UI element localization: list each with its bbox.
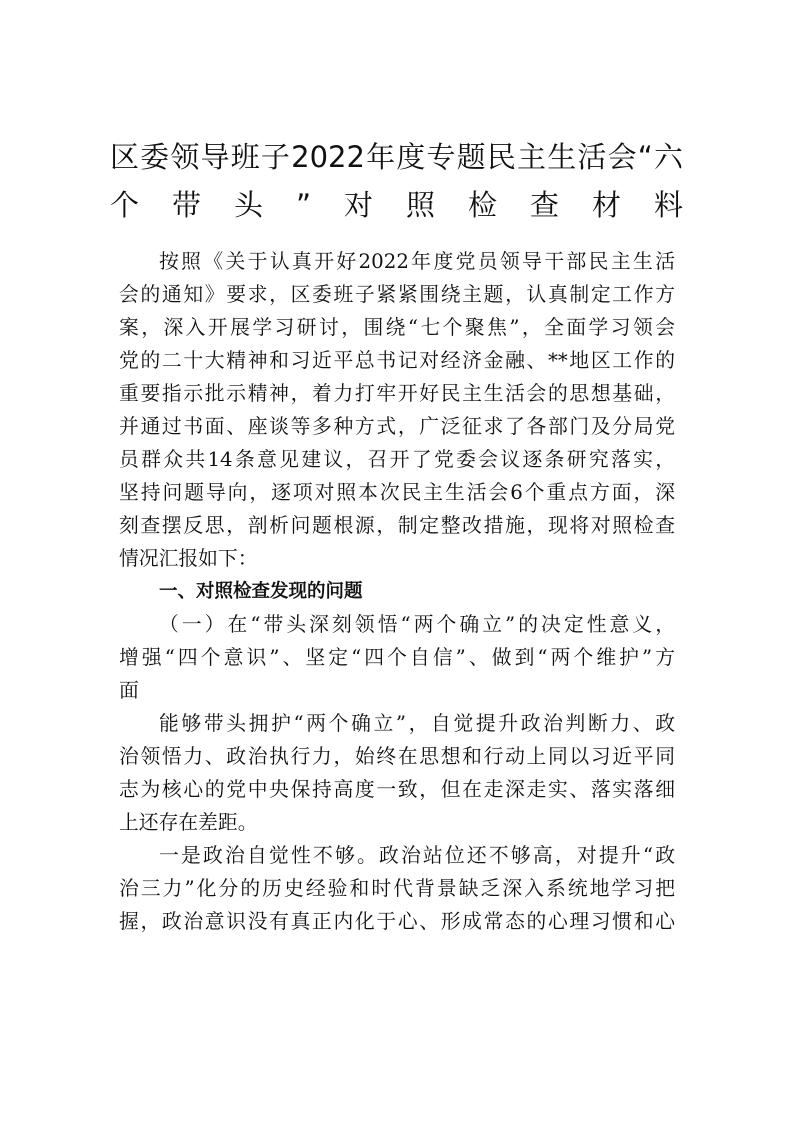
paragraph-line: 能够带头拥护“两个确立”，自觉提升政治判断力、政 (159, 712, 675, 735)
intro-paragraph (119, 245, 675, 575)
paragraph-line: 面 (119, 679, 139, 702)
paragraph-line: 坚持问题导向，逐项对照本次民主生活会6个重点方面，深 (119, 481, 675, 504)
paragraph-line: 案，深入开展学习研讨，围绕“七个聚焦”，全面学习领会 (119, 316, 675, 339)
body-paragraph-2 (119, 707, 675, 839)
paragraph-line: 员群众共14条意见建议，召开了党委会议逐条研究落实， (119, 448, 675, 471)
paragraph-line: 重要指示批示精神，着力打牢开好民主生活会的思想基础， (119, 382, 675, 405)
title-line-1: 区委领导班子2022年度专题民主生活会“六 (110, 140, 683, 174)
document-title (110, 133, 683, 229)
paragraph-line: 刻查摆反思，剖析问题根源，制定整改措施，现将对照检查 (119, 514, 675, 537)
paragraph-line: 会的通知》要求，区委班子紧紧围绕主题，认真制定工作方 (119, 283, 675, 306)
paragraph-line: 增强“四个意识”、坚定“四个自信”、做到“两个维护”方 (119, 646, 675, 669)
subsection-heading (119, 608, 675, 707)
paragraph-line: 按照《关于认真开好2022年度党员领导干部民主生活 (159, 250, 675, 273)
paragraph-line: 上还存在差距。 (119, 811, 258, 834)
paragraph-line: 并通过书面、座谈等多种方式，广泛征求了各部门及分局党 (119, 415, 675, 438)
body-paragraph-3 (119, 839, 675, 938)
paragraph-line: （一）在“带头深刻领悟“两个确立”的决定性意义， (159, 613, 675, 636)
document-body (119, 245, 675, 938)
paragraph-line: 志为核心的党中央保持高度一致，但在走深走实、落实落细 (119, 778, 675, 801)
title-line-2: 个带头”对照检查材料 (110, 188, 683, 222)
paragraph-line: 治三力”化分的历史经验和时代背景缺乏深入系统地学习把 (119, 877, 675, 900)
paragraph-line: 治领悟力、政治执行力，始终在思想和行动上同以习近平同 (119, 745, 675, 768)
paragraph-line: 握，政治意识没有真正内化于心、形成常态的心理习惯和心 (119, 910, 675, 933)
section-heading: 一、对照检查发现的问题 (159, 581, 363, 602)
paragraph-line: 情况汇报如下： (119, 547, 258, 570)
paragraph-line: 党的二十大精神和习近平总书记对经济金融、**地区工作的 (119, 349, 675, 372)
paragraph-line: 一是政治自觉性不够。政治站位还不够高，对提升“政 (159, 844, 675, 867)
